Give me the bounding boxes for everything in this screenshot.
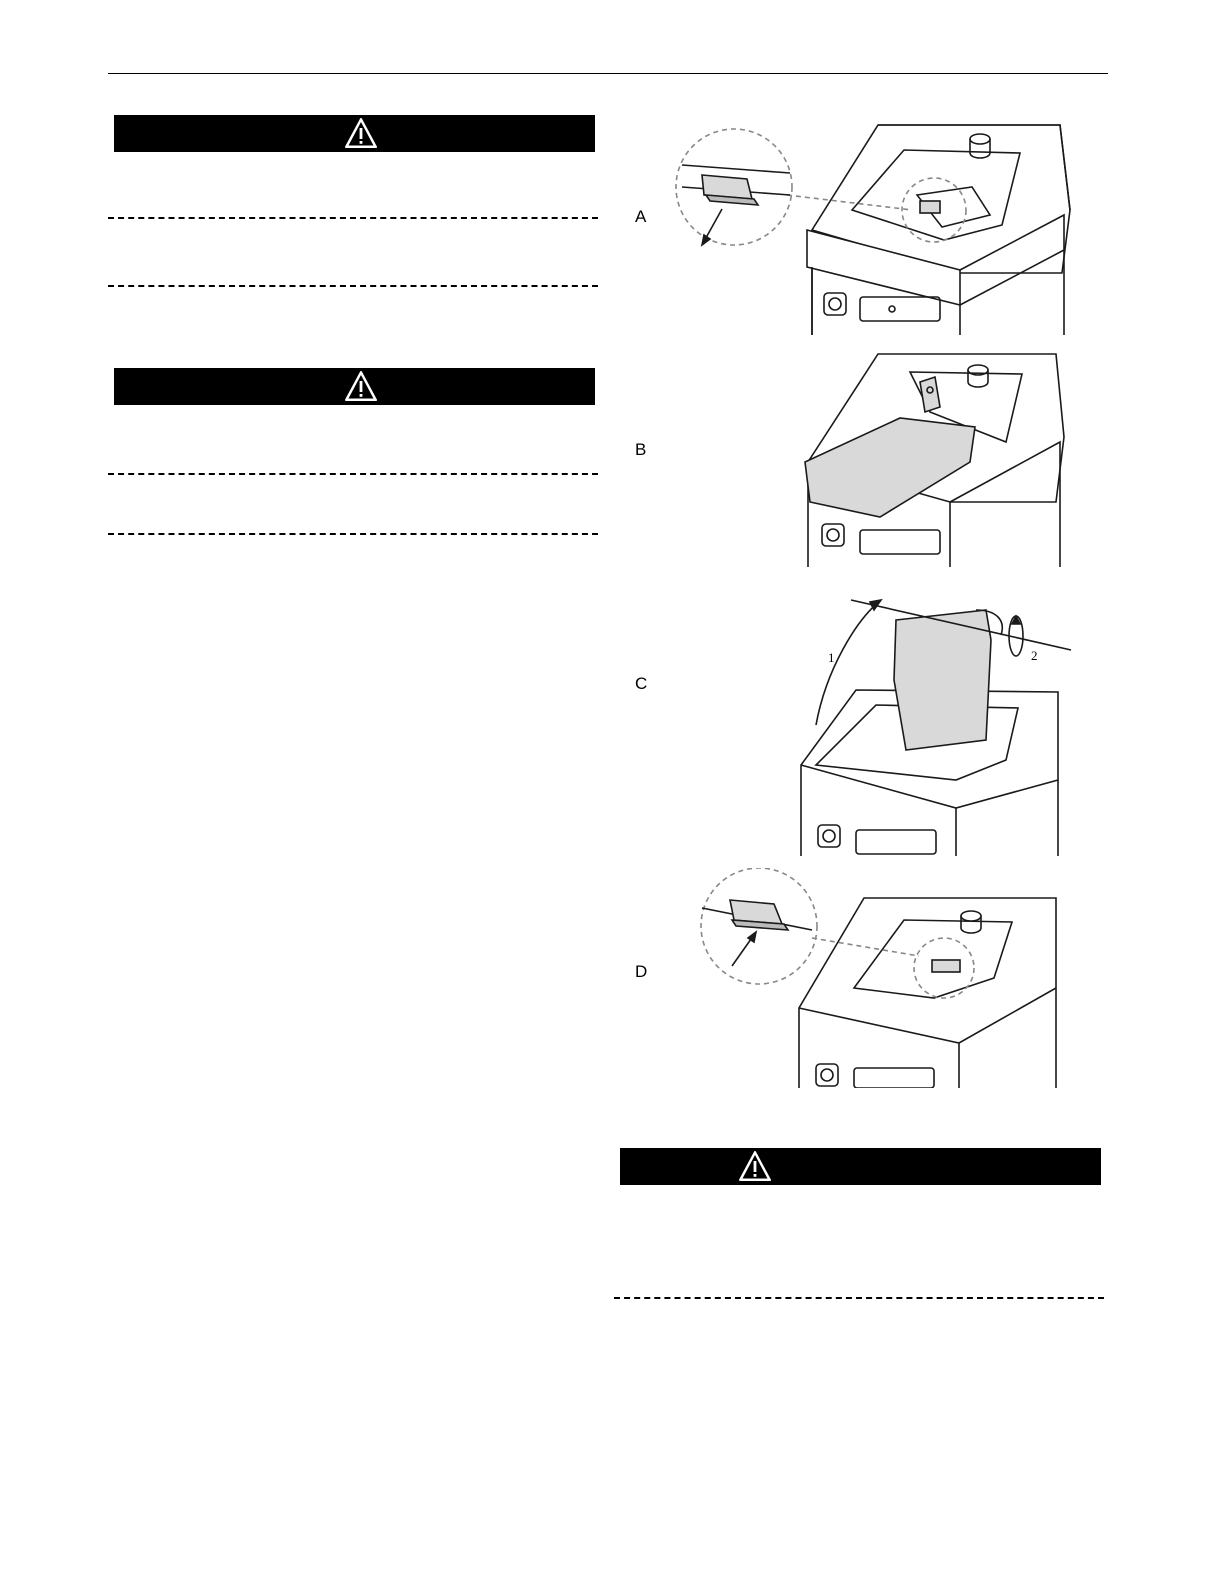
- remove-lid-clip-illustration: [672, 115, 1072, 335]
- step-label-d: D: [635, 962, 648, 981]
- warning-banner-1: [114, 115, 595, 152]
- fold-arrow-label-1: 1: [828, 650, 835, 665]
- insert-bag-illustration: [800, 352, 1070, 567]
- refit-lid-clip-illustration: [694, 868, 1064, 1088]
- fold-bag-illustration: [796, 580, 1076, 856]
- section-divider: [108, 217, 598, 219]
- section-divider: [108, 473, 598, 475]
- section-divider: [108, 533, 598, 535]
- warning-triangle-icon: [738, 1150, 772, 1182]
- page-header-rule: [108, 73, 1108, 74]
- warning-banner-2: [114, 368, 595, 405]
- step-label-b: B: [635, 440, 647, 459]
- warning-banner-3: [620, 1148, 1101, 1185]
- fold-arrow-label-2: 2: [1031, 648, 1038, 663]
- section-divider: [108, 285, 598, 287]
- section-divider: [614, 1297, 1104, 1299]
- step-label-a: A: [635, 207, 647, 226]
- step-label-c: C: [635, 674, 648, 693]
- warning-triangle-icon: [344, 370, 378, 402]
- warning-triangle-icon: [344, 117, 378, 149]
